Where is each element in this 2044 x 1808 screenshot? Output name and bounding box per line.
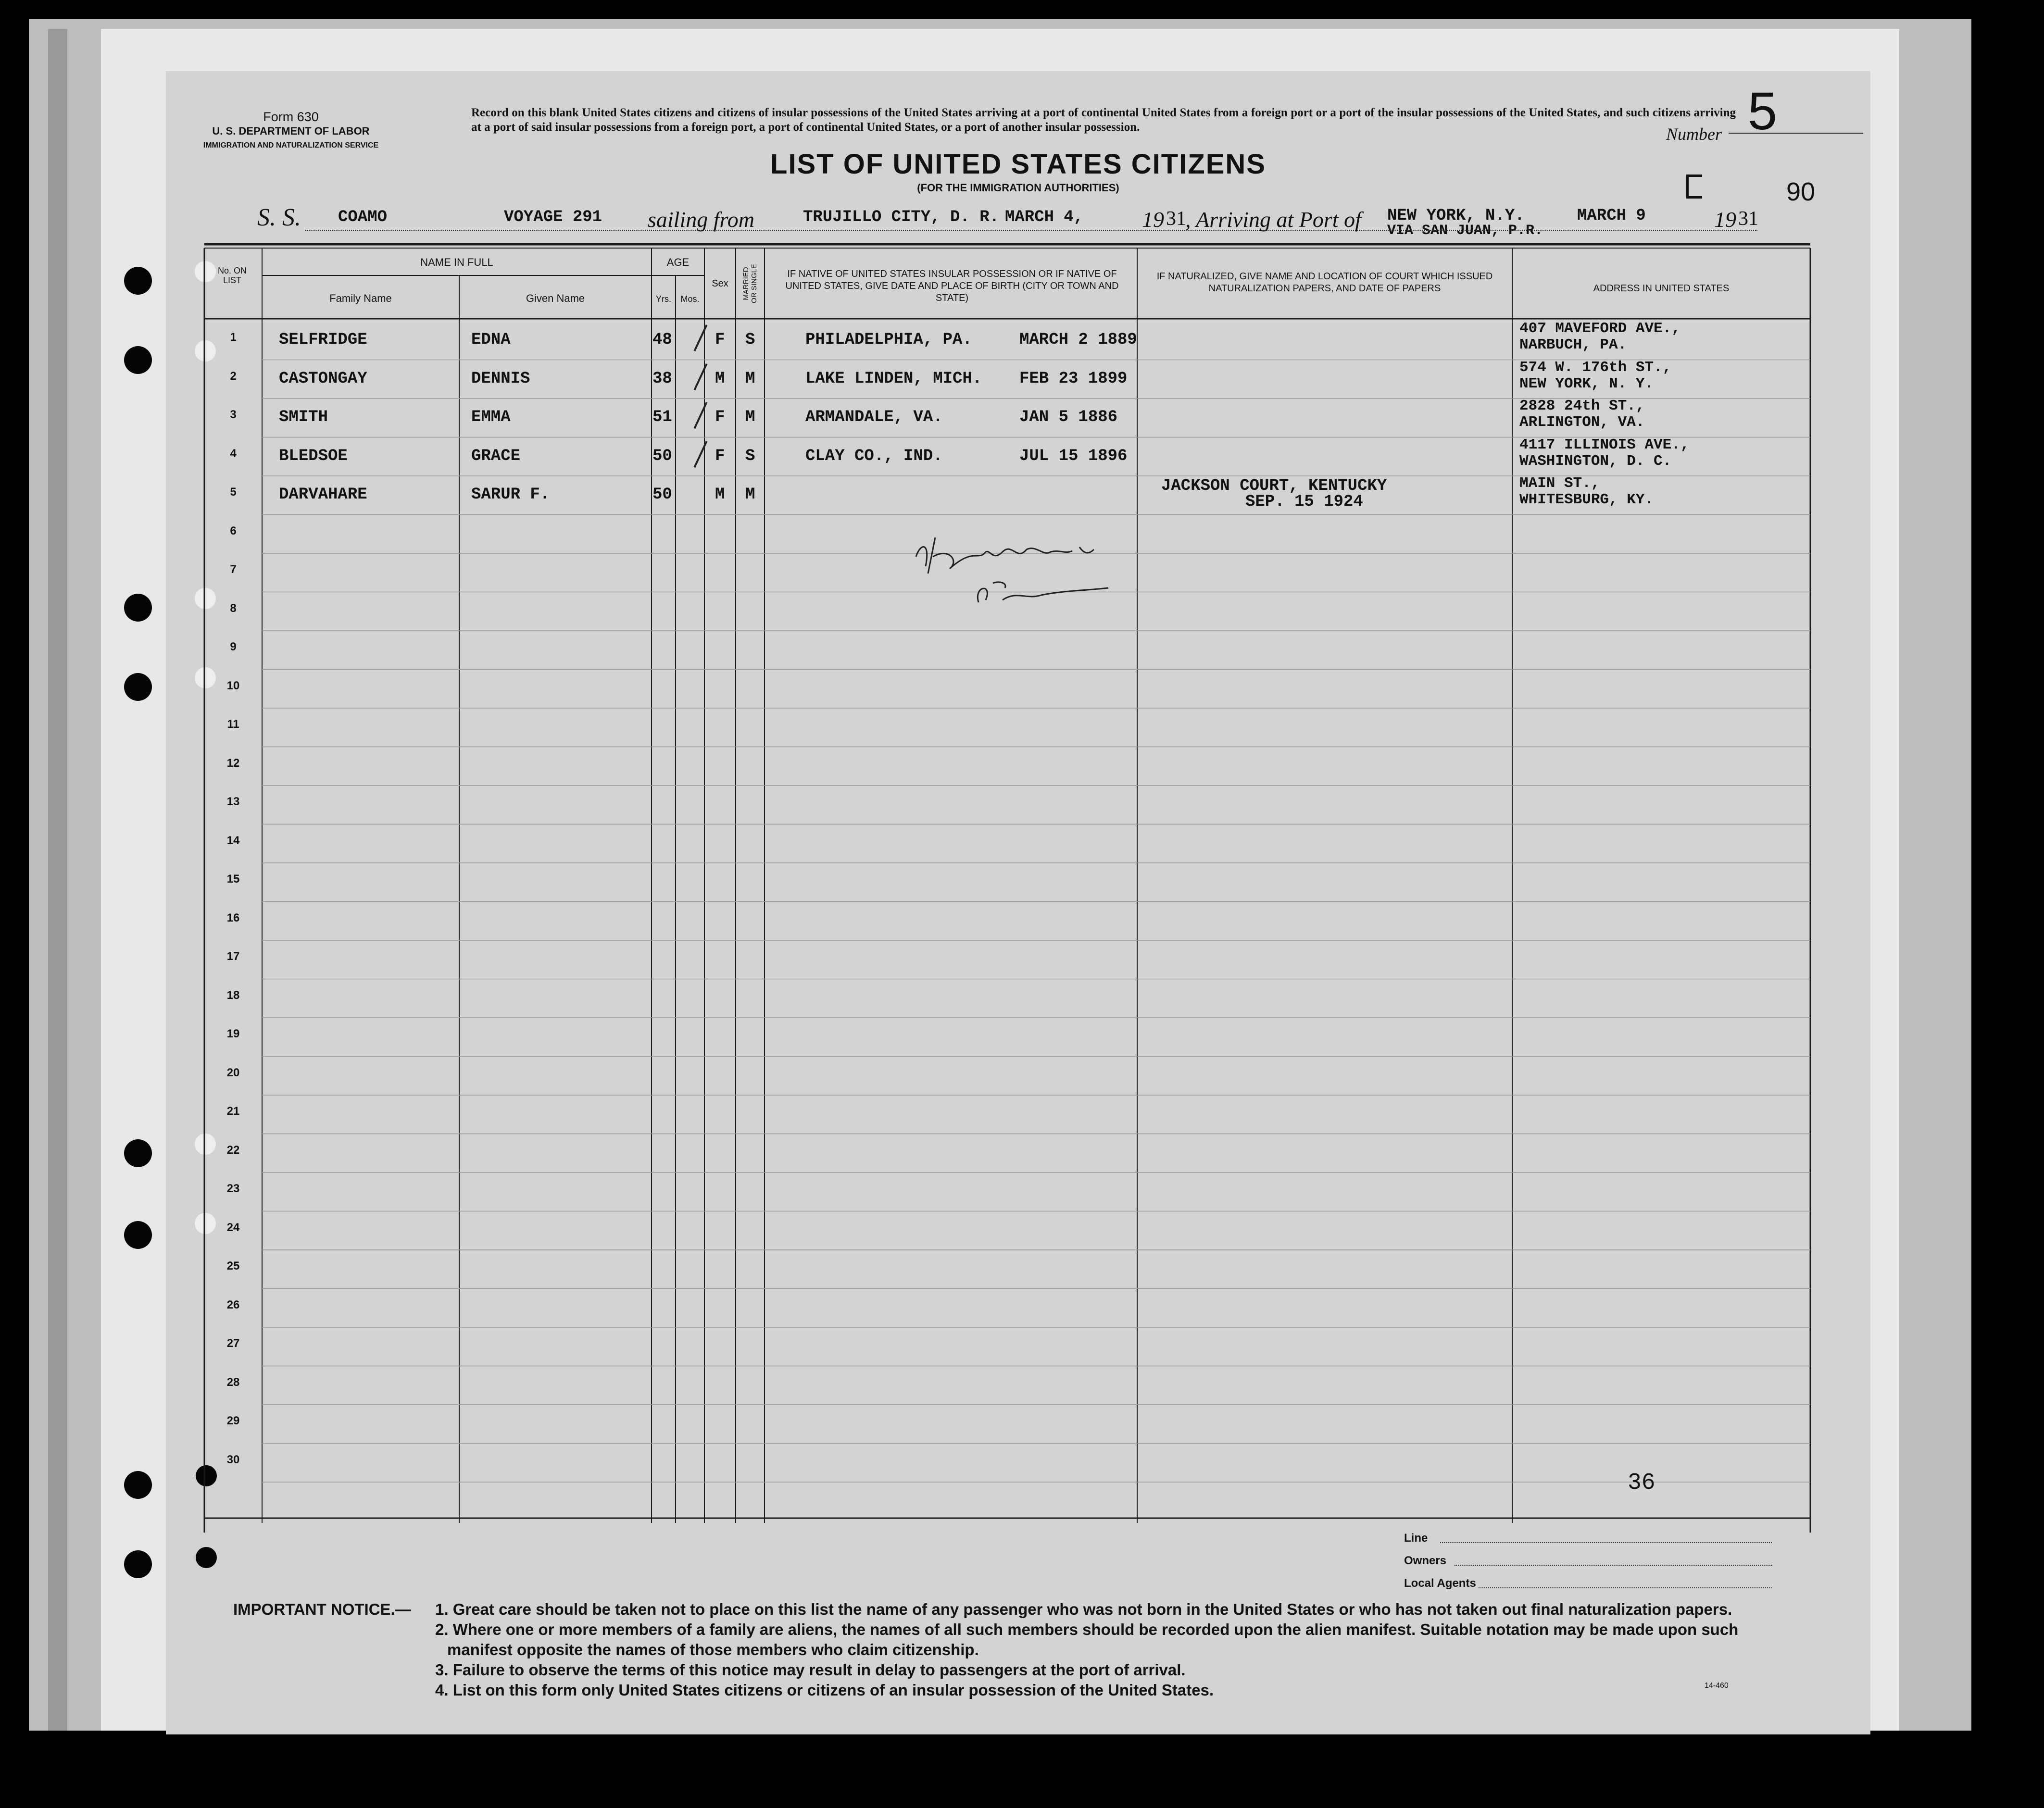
cell-naturalized: JACKSON COURT, KENTUCKY	[1161, 477, 1387, 495]
number-label: Number	[1666, 125, 1722, 144]
inspector-signature	[906, 528, 1132, 610]
punch-hole	[124, 673, 152, 701]
arrival-port: NEW YORK, N.Y.	[1387, 207, 1525, 225]
arrival-year: 31	[1738, 208, 1758, 230]
row-number: 8	[230, 601, 237, 615]
ship-name: COAMO	[338, 208, 388, 226]
notice-2a: 2. Where one or more members of a family are aliens, the names of all such members should be recorded upon the alien manifest. Suitable notation may be made upon such	[435, 1621, 1739, 1638]
agents-field[interactable]	[1479, 1587, 1772, 1588]
row-number: 18	[226, 988, 240, 1002]
cell-yrs: 48	[652, 331, 672, 349]
col-sex: Sex	[712, 278, 728, 289]
row-number: 22	[226, 1143, 240, 1157]
cell-birth-date: FEB 23 1899	[1019, 369, 1128, 388]
cell-birth-place: LAKE LINDEN, MICH.	[805, 369, 982, 388]
page-title: LIST OF UNITED STATES CITIZENS	[770, 149, 1266, 180]
line-label: Line	[1404, 1532, 1428, 1545]
notice-1: 1. Great care should be taken not to place on this list the name of any passenger who was not born in the United States or who has not taken out final naturalization papers.	[435, 1600, 1732, 1618]
owners-label: Owners	[1404, 1554, 1447, 1567]
ss-label: S. S.	[257, 204, 301, 231]
cell-address-street: 4117 ILLINOIS AVE.,	[1519, 436, 1690, 453]
instructions-text: Record on this blank United States citizens and citizens of insular possessions of the United States arriving at a port of continental United States from a foreign port or a port of the insular possessions of the United States, and such citizens arriving at a port of said insular possessions from a foreign port, a port of continental United States, or a port of another insular possession.	[471, 106, 1736, 134]
col-age: AGE	[666, 256, 690, 268]
manifest-page	[166, 71, 1870, 1734]
cell-birth-date: JUL 15 1896	[1019, 447, 1128, 465]
punch-hole	[124, 1550, 152, 1578]
row-number: 15	[226, 873, 240, 885]
cell-given: EDNA	[471, 331, 511, 349]
cell-address-street: MAIN ST.,	[1519, 475, 1600, 492]
punch-hole	[124, 1139, 152, 1167]
row-number: 20	[226, 1066, 240, 1079]
cell-sex: F	[715, 331, 725, 349]
row-number: 5	[230, 486, 237, 499]
cell-family: CASTONGAY	[279, 369, 367, 388]
row-number: 28	[226, 1375, 240, 1389]
cell-marital: M	[745, 408, 755, 426]
cell-marital: S	[745, 331, 755, 349]
stamp-number: 90	[1786, 177, 1816, 206]
row-number: 9	[230, 640, 237, 653]
depart-year-prefix: 19	[1142, 207, 1164, 232]
row-number: 11	[227, 718, 239, 731]
cell-birth-place: ARMANDALE, VA.	[805, 408, 943, 426]
cell-sex: M	[715, 486, 725, 504]
row-number: 19	[226, 1027, 240, 1040]
cell-yrs: 50	[652, 486, 672, 504]
row-number: 3	[230, 408, 237, 421]
cell-address-street: 2828 24th ST.,	[1519, 398, 1645, 414]
row-number: 21	[226, 1105, 240, 1118]
cell-address-city: WASHINGTON, D. C.	[1519, 452, 1672, 470]
row-number: 30	[226, 1453, 240, 1466]
cell-address-city: ARLINGTON, VA.	[1519, 414, 1645, 431]
row-number: 23	[226, 1182, 240, 1195]
sailing-label: sailing from	[648, 207, 754, 232]
form-number: Form 630	[263, 110, 319, 124]
arrival-year-prefix: 19	[1714, 207, 1736, 232]
page-count: 36	[1628, 1470, 1655, 1496]
depart-year: 31	[1166, 208, 1186, 230]
cell-birth-place: CLAY CO., IND.	[805, 447, 943, 465]
cell-marital: M	[745, 369, 755, 388]
cell-birth-date: MARCH 2 1889	[1019, 331, 1137, 349]
cell-family: BLEDSOE	[279, 447, 348, 465]
cell-address-city: NARBUCH, PA.	[1519, 337, 1627, 353]
col-address: ADDRESS IN UNITED STATES	[1593, 283, 1730, 294]
back-sheet-edge	[48, 29, 67, 1731]
row-number: 6	[230, 524, 237, 537]
cell-address-city: NEW YORK, N. Y.	[1519, 375, 1654, 392]
row-number: 12	[226, 756, 240, 770]
service-name: IMMIGRATION AND NATURALIZATION SERVICE	[203, 141, 379, 150]
cell-marital: M	[745, 486, 755, 504]
agents-label: Local Agents	[1404, 1577, 1476, 1590]
cell-naturalized-date: SEP. 15 1924	[1245, 493, 1363, 511]
owners-field[interactable]	[1455, 1565, 1772, 1566]
punch-hole	[124, 267, 152, 295]
row-number: 27	[226, 1337, 240, 1350]
col-married-single: MARRIED OR SINGLE	[742, 264, 758, 303]
arrival-date: MARCH 9	[1577, 207, 1646, 225]
cell-family: SMITH	[279, 408, 328, 426]
cell-sex: F	[715, 447, 725, 465]
cell-yrs: 50	[652, 447, 672, 465]
row-number: 2	[230, 369, 237, 383]
small-code: 14-460	[1705, 1682, 1729, 1690]
cell-given: SARUR F.	[471, 486, 550, 504]
cell-address-street: 407 MAVEFORD AVE.,	[1519, 320, 1680, 337]
col-naturalized: IF NATURALIZED, GIVE NAME AND LOCATION OF COURT WHICH ISSUED NATURALIZATION PAPERS, AND DATE OF PAPERS	[1156, 271, 1493, 294]
cell-birth-date: JAN 5 1886	[1019, 408, 1118, 426]
row-number: 10	[226, 679, 240, 692]
row-number: 14	[226, 834, 240, 847]
cell-sex: M	[715, 369, 725, 388]
row-number: 1	[230, 331, 237, 344]
page-subtitle: (FOR THE IMMIGRATION AUTHORITIES)	[917, 182, 1119, 194]
punch-hole	[124, 1221, 152, 1249]
row-number: 25	[226, 1259, 240, 1272]
line-field[interactable]	[1440, 1542, 1772, 1543]
row-number: 24	[226, 1221, 240, 1234]
col-yrs: Yrs.	[655, 294, 671, 304]
row-number: 4	[230, 447, 237, 460]
notice-heading: IMPORTANT NOTICE.—	[233, 1600, 411, 1618]
cell-family: DARVAHARE	[279, 486, 367, 504]
cell-marital: S	[745, 447, 755, 465]
cell-given: EMMA	[471, 408, 511, 426]
row-number: 16	[226, 911, 240, 924]
col-mos: Mos.	[680, 294, 700, 304]
notice-2b: manifest opposite the names of those members who claim citizenship.	[447, 1641, 979, 1658]
row-number: 7	[230, 563, 237, 576]
voyage-number: VOYAGE 291	[504, 208, 602, 226]
cell-address-street: 574 W. 176th ST.,	[1519, 359, 1672, 376]
arriving-label: , Arriving at Port of	[1185, 207, 1361, 232]
row-number: 13	[226, 795, 240, 808]
notice-3: 3. Failure to observe the terms of this notice may result in delay to passengers at the port of arrival.	[435, 1661, 1186, 1679]
punch-hole	[124, 594, 152, 622]
col-given-name: Given Name	[526, 292, 585, 304]
notice-4: 4. List on this form only United States citizens or citizens of an insular possession of the United States.	[435, 1681, 1214, 1699]
cell-yrs: 38	[652, 369, 672, 388]
cell-sex: F	[715, 408, 725, 426]
cell-yrs: 51	[652, 408, 672, 426]
cell-given: GRACE	[471, 447, 521, 465]
col-name-in-full: NAME IN FULL	[420, 256, 493, 268]
col-no-on-list: No. ON LIST	[217, 266, 247, 285]
from-port: TRUJILLO CITY, D. R.	[803, 208, 1000, 226]
department-name: U. S. DEPARTMENT OF LABOR	[212, 125, 370, 137]
cell-given: DENNIS	[471, 369, 530, 388]
cell-address-city: WHITESBURG, KY.	[1519, 491, 1654, 508]
arrival-via: VIA SAN JUAN, P.R.	[1387, 223, 1543, 239]
row-number: 29	[226, 1414, 240, 1427]
punch-hole	[124, 346, 152, 374]
col-family-name: Family Name	[329, 292, 392, 304]
row-number: 17	[226, 950, 240, 963]
cell-birth-place: PHILADELPHIA, PA.	[805, 331, 972, 349]
col-birth: IF NATIVE OF UNITED STATES INSULAR POSSESSION OR IF NATIVE OF UNITED STATES, GIVE DATE AND PLACE OF BIRTH (CITY OR TOWN AND STATE)	[785, 269, 1119, 303]
depart-date: MARCH 4,	[1005, 208, 1084, 226]
row-number: 26	[226, 1298, 240, 1311]
cell-family: SELFRIDGE	[279, 331, 367, 349]
number-value: 5	[1748, 82, 1778, 141]
punch-hole	[124, 1471, 152, 1499]
